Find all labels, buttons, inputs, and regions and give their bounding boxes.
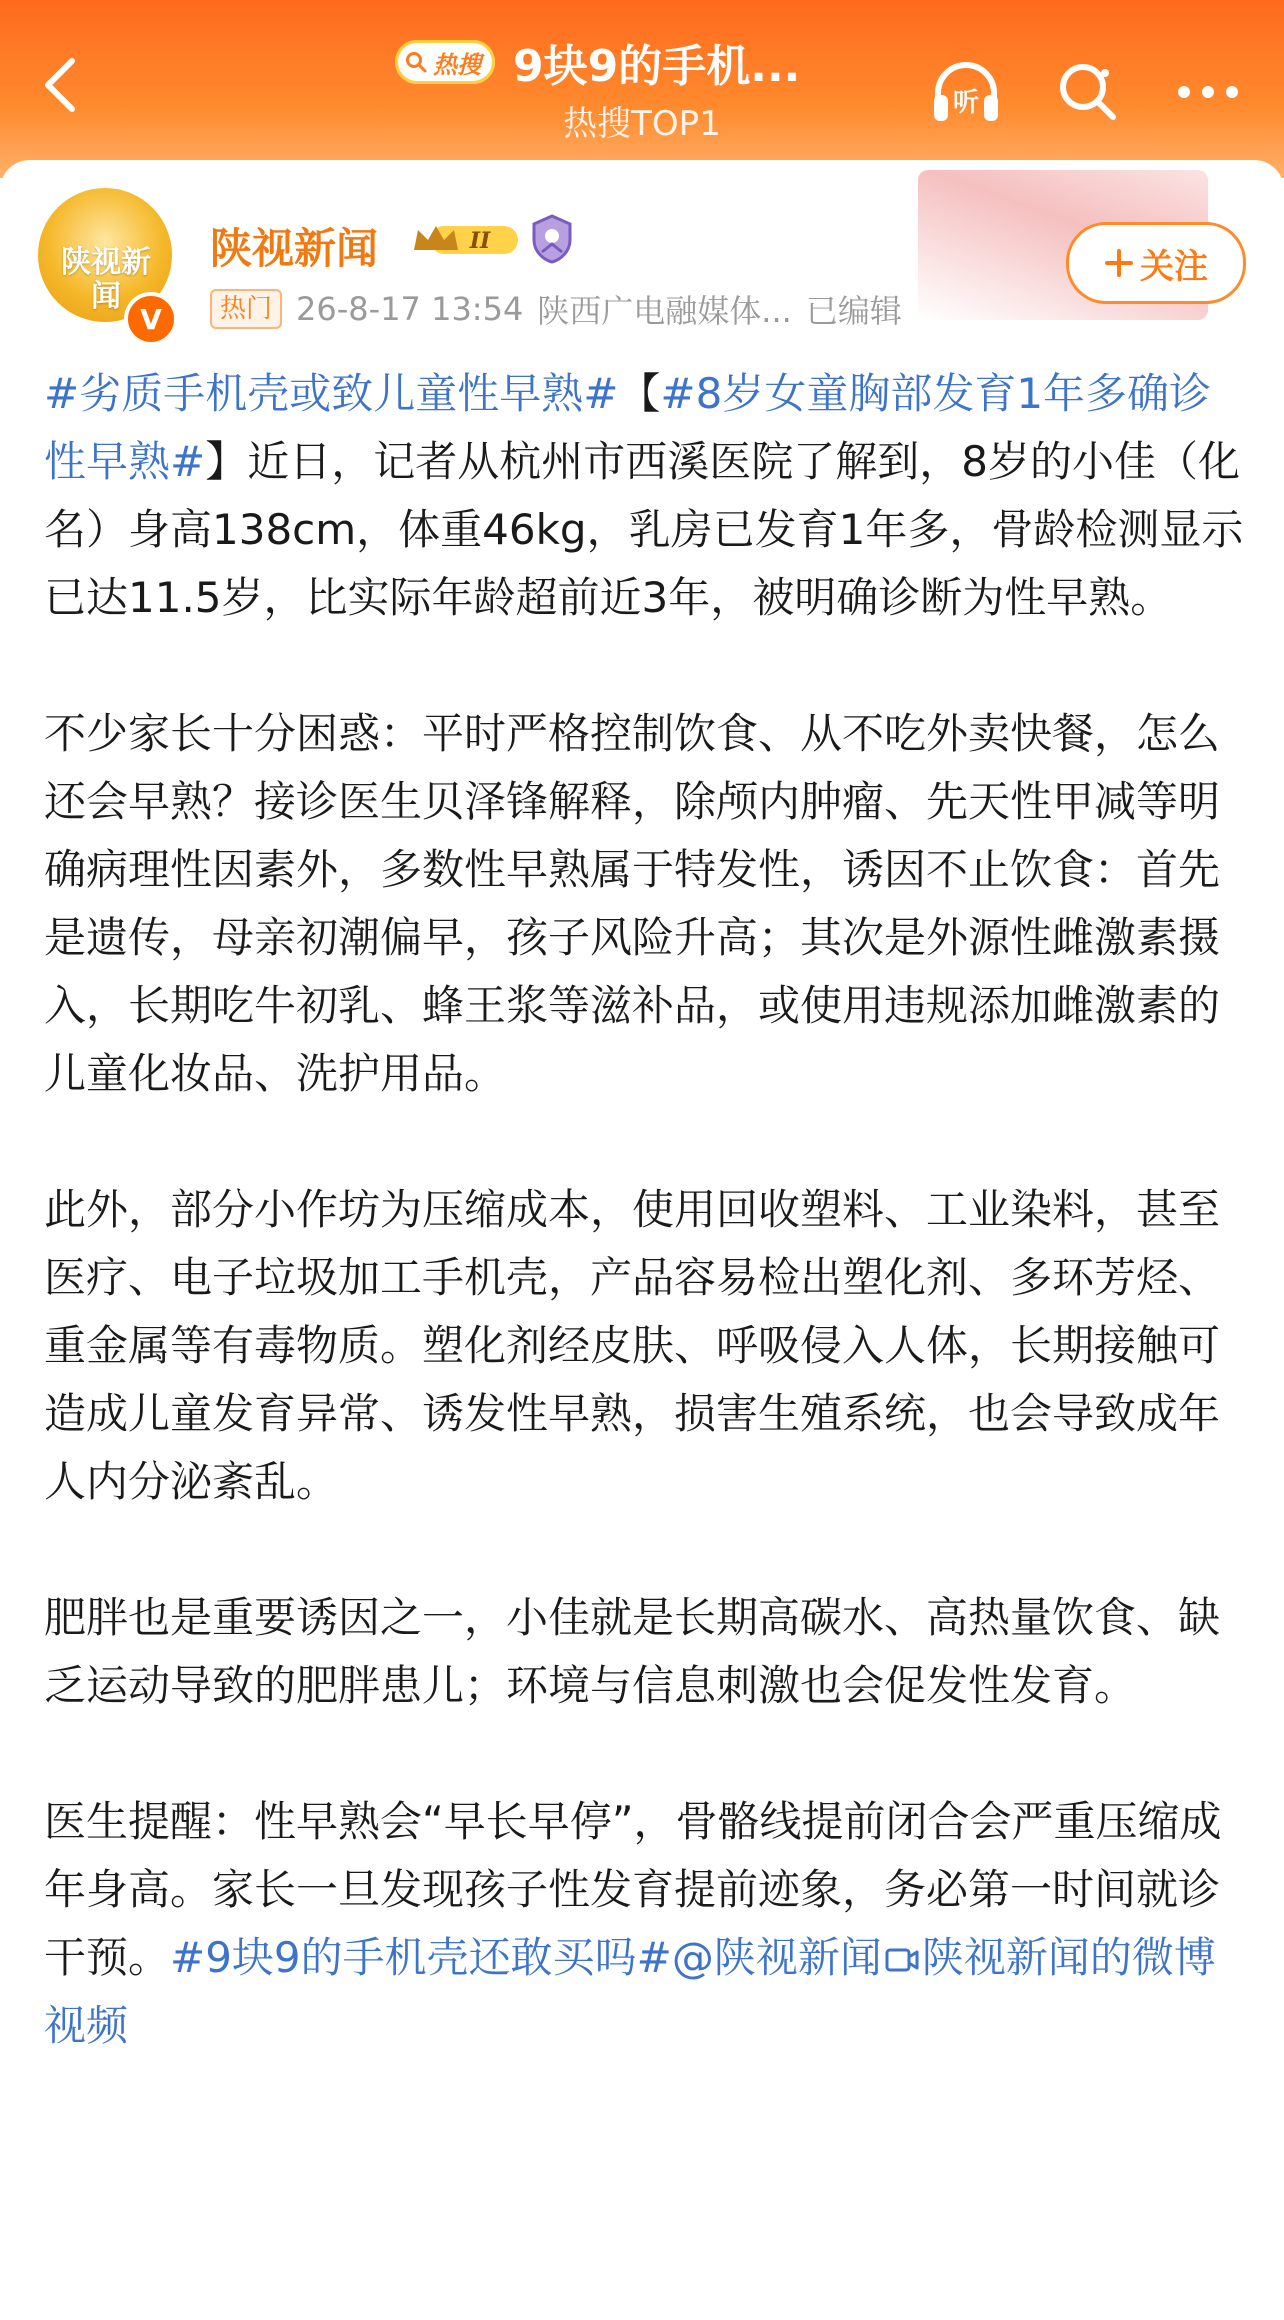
paragraph-text: 不少家长十分困惑：平时严格控制饮食、从不吃外卖快餐，怎么还会早熟？接诊医生贝泽锋解释，除颅内肿瘤、先天性甲减等明确病理性因素外，多数性早熟属于特发性，诱因不止饮食：首先是遗传，母亲初潮偏早，孩子风险升高；其次是外源性雌激素摄入，长期吃牛初乳、蜂王浆等滋补品，或使用违规添加雌激素的儿童化妆品、洗护用品。 [44,709,1221,1098]
timestamp: 26-8-17 13:54 [296,290,524,328]
mention-link[interactable]: @陕视新闻 [671,1933,882,1982]
post-body [44,360,1244,2128]
title-area [395,32,800,92]
search-icon [1055,59,1121,125]
hashtag-link[interactable]: #8岁女童胸部发育1年多确诊性早熟# [44,369,1212,486]
svg-text:听: 听 [952,88,980,118]
page-title: 9块9的手机... [513,41,801,92]
bracket-close: 】 [205,437,248,486]
paragraph-1 [44,360,1244,632]
follow-button[interactable] [1066,222,1246,304]
paragraph-text: 近日，记者从杭州市西溪医院了解到，8岁的小佳（化名）身高138cm，体重46kg，乳房已发育1年多，骨龄检测显示已达11.5岁，比实际年龄超前近3年，被明确诊断为性早熟。 [44,437,1244,622]
paragraph-5 [44,1788,1244,2060]
headphones-icon [928,57,1004,127]
hot-search-pill[interactable] [395,40,495,84]
hashtag-link[interactable]: #劣质手机壳或致儿童性早熟# [44,369,619,418]
edited-label: 已编辑 [805,292,902,330]
post-card [0,160,1284,2320]
source: 陕西广电融媒体... [537,292,792,330]
paragraph-text: 此外，部分小作坊为压缩成本，使用回收塑料、工业染料，甚至医疗、电子垃圾加工手机壳，产品容易检出塑化剂、多环芳烃、重金属等有毒物质。塑化剂经皮肤、呼吸侵入人体，长期接触可造成儿童发育异常、诱发性早熟，损害生殖系统，也会导致成年人内分泌紊乱。 [44,1185,1221,1506]
listen-button[interactable] [926,52,1006,132]
bracket-open: 【 [618,369,661,418]
paragraph-4 [44,1584,1244,1720]
shield-badge-icon [530,214,574,264]
paragraph-2 [44,700,1244,1108]
paragraph-3 [44,1176,1244,1516]
top-bar [0,0,1284,178]
author-name[interactable]: 陕视新闻 [210,224,379,273]
more-button[interactable] [1168,52,1248,132]
plus-icon [1104,248,1134,278]
level-text: II [469,228,491,254]
page-subtitle: 热搜TOP1 [563,104,721,144]
hot-search-label: 热搜 [433,50,481,79]
video-icon [884,1944,920,1976]
paragraph-text: 肥胖也是重要诱因之一，小佳就是长期高碳水、高热量饮食、缺乏运动导致的肥胖患儿；环境与信息刺激也会促发性发育。 [44,1593,1221,1710]
crown-level-icon [410,220,522,260]
paragraph-text: 医生提醒：性早熟会“早长早停”，骨骼线提前闭合会严重压缩成年身高。家长一旦发现孩子性发育提前迹象，务必第一时间就诊干预。 [44,1797,1222,1982]
more-dots-icon [1176,84,1240,100]
search-button[interactable] [1048,52,1128,132]
video-link[interactable]: 陕视新闻的微博视频 [44,1933,1216,2050]
verified-badge: V [124,292,178,346]
follow-label: 关注 [1140,246,1208,287]
search-icon [405,51,427,73]
hot-tag: 热门 [210,289,282,329]
post-meta [210,286,902,332]
avatar-logo-text: 陕视新闻 [61,245,151,314]
hashtag-link[interactable]: #9块9的手机壳还敢买吗# [170,1933,672,1982]
